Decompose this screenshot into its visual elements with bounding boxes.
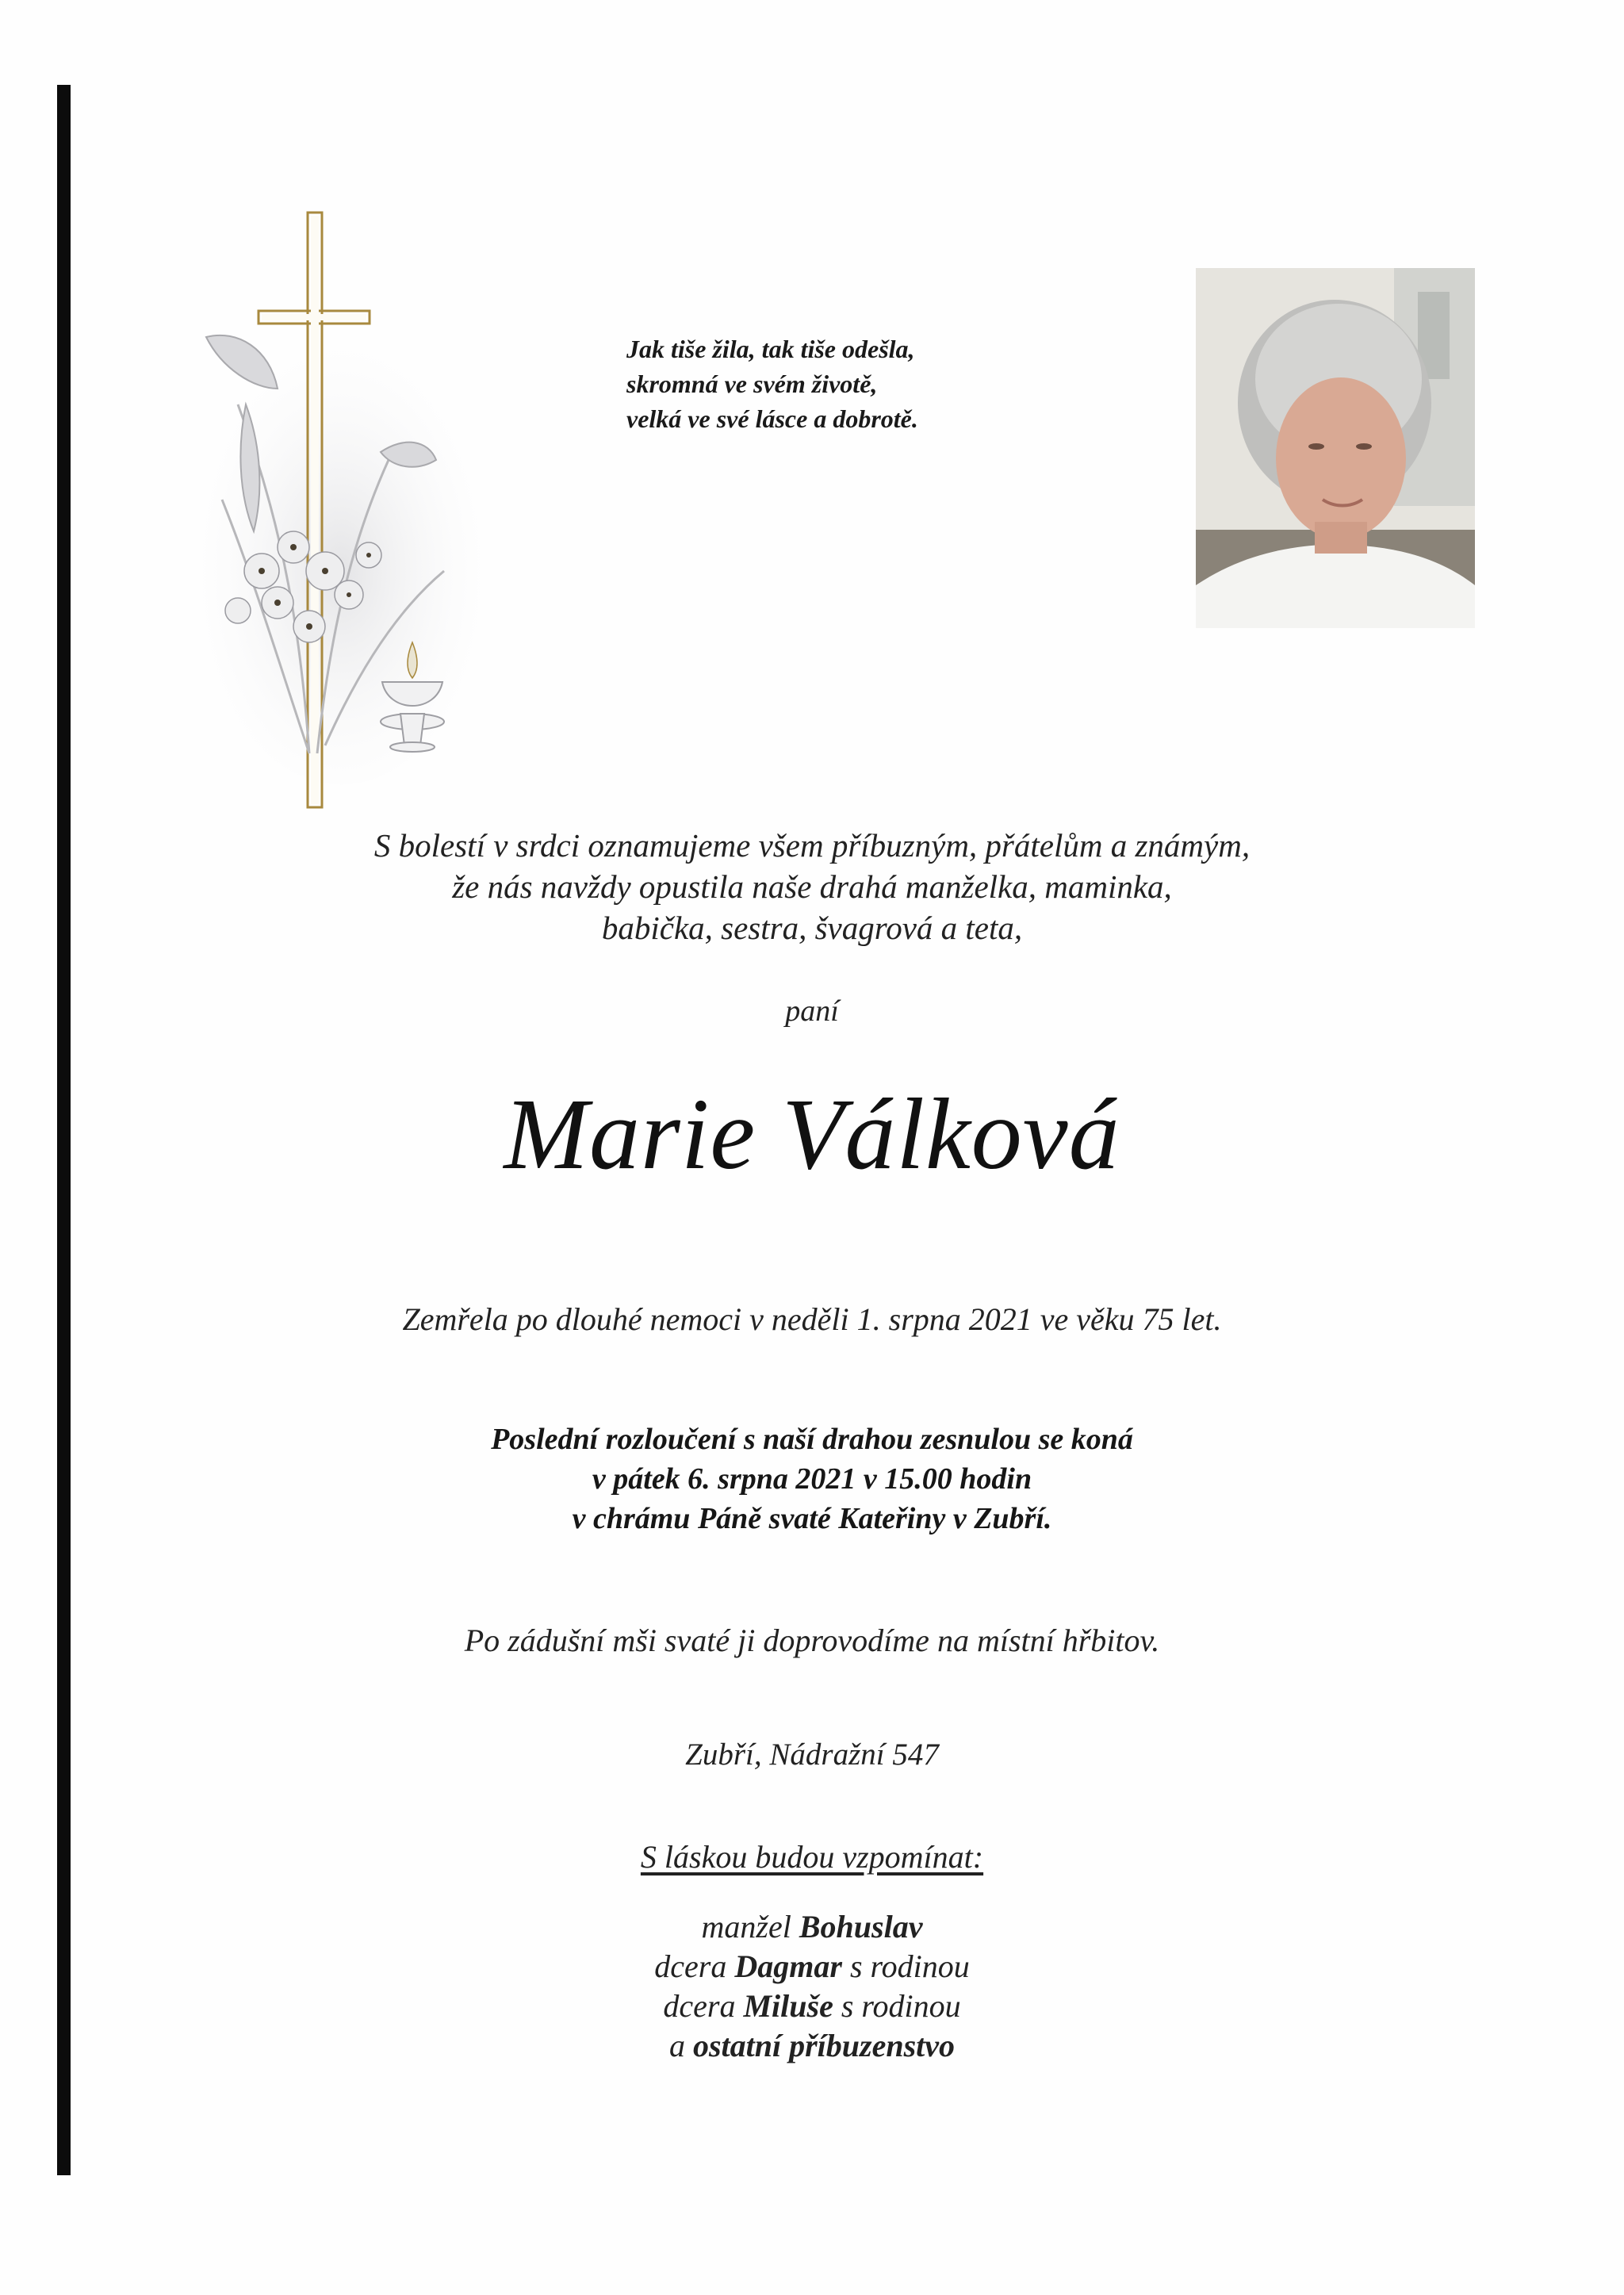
mourner-row bbox=[0, 1907, 1624, 1947]
family-address: Zubří, Nádražní 547 bbox=[685, 1738, 939, 1772]
cross-with-lilies-illustration bbox=[190, 198, 508, 817]
memorial-verse-line: skromná ve svém životě, bbox=[626, 370, 878, 398]
mourners-heading bbox=[0, 1838, 1624, 1875]
mourner-row bbox=[0, 1947, 1624, 1987]
announcement-text bbox=[0, 825, 1624, 948]
title-prefix: paní bbox=[785, 994, 839, 1028]
death-notice: Zemřela po dlouhé nemoci v neděli 1. srpna 2021 ve věku 75 let. bbox=[402, 1301, 1222, 1337]
mourners-heading-text: S láskou budou vzpomínat: bbox=[640, 1839, 984, 1875]
mourner-relation: dcera bbox=[663, 1988, 736, 2024]
mourner-name: Bohuslav bbox=[799, 1909, 923, 1944]
memorial-verse-line: Jak tiše žila, tak tiše odešla, bbox=[626, 335, 915, 363]
memorial-verse bbox=[626, 331, 1039, 436]
mourner-name: Miluše bbox=[743, 1988, 833, 2024]
memorial-verse-line: velká ve své lásce a dobrotě. bbox=[626, 404, 918, 433]
mourners-list bbox=[0, 1907, 1624, 2066]
mourner-relation: dcera bbox=[654, 1948, 727, 1984]
mourner-name: ostatní příbuzenstvo bbox=[692, 2028, 956, 2063]
deceased-portrait-photo bbox=[1196, 268, 1475, 628]
mourner-suffix: s rodinou bbox=[849, 1948, 970, 1984]
announcement-line: babička, sestra, švagrová a teta, bbox=[601, 910, 1023, 946]
mourner-name: Dagmar bbox=[734, 1948, 842, 1984]
farewell-details bbox=[0, 1420, 1624, 1538]
farewell-line: v pátek 6. srpna 2021 v 15.00 hodin bbox=[592, 1462, 1032, 1496]
farewell-line: Poslední rozloučení s naší drahou zesnulou se koná bbox=[491, 1423, 1133, 1456]
mass-notice: Po zádušní mši svaté ji doprovodíme na místní hřbitov. bbox=[464, 1623, 1160, 1658]
mourner-row bbox=[0, 2026, 1624, 2066]
mourner-relation: a bbox=[668, 2028, 685, 2063]
mourner-suffix: s rodinou bbox=[841, 1988, 961, 2024]
deceased-name: Marie Válková bbox=[504, 1078, 1120, 1190]
announcement-line: že nás navždy opustila naše drahá manželka, maminka, bbox=[452, 868, 1172, 905]
announcement-line: S bolestí v srdci oznamujeme všem příbuzným, přátelům a známým, bbox=[373, 827, 1251, 864]
mourner-row bbox=[0, 1987, 1624, 2026]
mourner-relation: manžel bbox=[701, 1909, 791, 1944]
farewell-line: v chrámu Páně svaté Kateřiny v Zubří. bbox=[572, 1502, 1052, 1535]
